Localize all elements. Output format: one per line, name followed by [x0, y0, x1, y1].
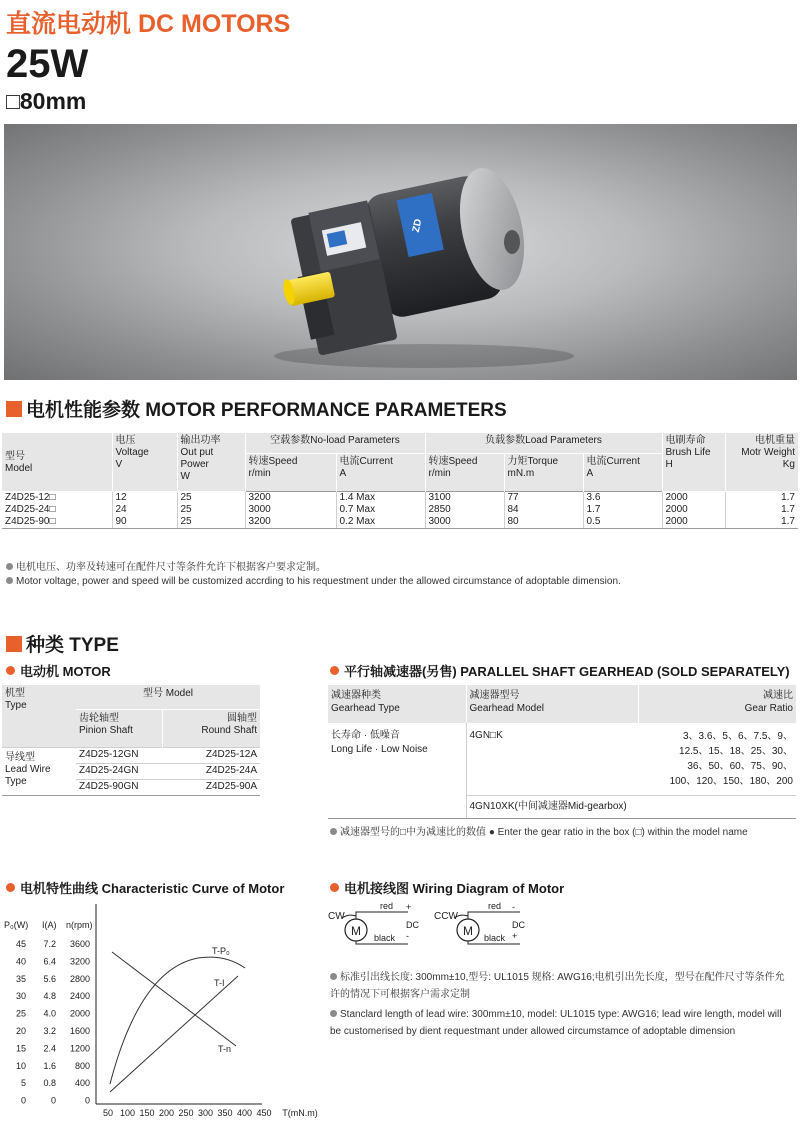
table-row: [2, 504, 798, 516]
col-model: 型号 Model: [76, 685, 260, 709]
tick-label-speed: 3600: [69, 939, 90, 949]
nameplate-brand: ZD: [410, 217, 425, 234]
tick-label-speed: 2400: [69, 991, 90, 1002]
col-brush-life: 电刷寿命 Brush Life H: [662, 433, 725, 491]
tick-label-power: 35: [15, 973, 26, 984]
tick-label-speed: 1200: [69, 1043, 90, 1054]
cell-model: Z4D25-24□: [5, 503, 56, 515]
cell-nl-speed: 3200: [245, 491, 336, 504]
col-no-load: 空载参数No-load Parameters: [245, 433, 425, 453]
cell-l-torque: 80: [504, 516, 583, 529]
x-tick-label: 50: [102, 1108, 114, 1118]
gearhead-note: [330, 823, 748, 838]
cell-gear-ratio: 3、3.6、5、6、7.5、9、 12.5、15、18、25、30、 36、50、60、75、90、 100、120、150、180、200: [669, 731, 793, 787]
frame-size: □80mm: [6, 88, 87, 114]
cell-gearhead-type: 长寿命 · 低噪音 Long Life · Low Noise: [328, 723, 466, 819]
gearhead-table: [328, 685, 796, 819]
x-tick-label: 350: [217, 1108, 233, 1118]
cell-model: Z4D25-90□: [2, 516, 112, 529]
col-l-torque: 力矩Torque mN.m: [504, 453, 583, 491]
col-nl-current: 电流Current A: [336, 453, 425, 491]
col-weight: 电机重量 Motr Weight Kg: [725, 433, 798, 491]
performance-heading: [6, 395, 507, 422]
note-text: 减速器型号的□中为减速比的数值 ● Enter the gear ratio in the box (□) within the model name: [340, 827, 748, 838]
tick-label-power: 10: [15, 1060, 26, 1071]
table-row: [328, 723, 796, 796]
wiring-subheading-text: 电机接线图 Wiring Diagram of Motor: [344, 881, 565, 896]
x-tick-label: 300: [197, 1108, 214, 1118]
col-l-current: 电流Current A: [583, 453, 662, 491]
tick-label-power: 20: [15, 1026, 26, 1036]
series-label-speed: T-n: [218, 1044, 232, 1054]
note-text: 标准引出线长度: 300mm±10,型号: UL1015 规格: AWG16;电机引出先长度，型号在配件尺寸等条件允许的情况下可根据客户需求定制: [330, 972, 785, 1000]
cw-motor-symbol: M: [351, 924, 361, 938]
power-rating: 25W: [6, 42, 89, 86]
wiring-diagram: [328, 898, 558, 954]
ccw-red-label: red: [488, 901, 502, 911]
cell-l-speed: 3000: [425, 516, 504, 529]
x-tick-label: 100: [119, 1108, 136, 1118]
tick-label-speed: 2000: [69, 1008, 90, 1019]
motor-table-wrap: [2, 685, 260, 796]
cell-output: 25: [177, 516, 245, 529]
cell-gearhead-model: 4GN□K: [466, 723, 638, 796]
cw-black-label: black: [374, 933, 396, 943]
col-gear-ratio: 减速比 Gear Ratio: [638, 685, 796, 723]
x-tick-label: 450: [256, 1108, 272, 1118]
cell-pinion: Z4D25-24GN: [76, 763, 162, 779]
gearhead-table-wrap: [328, 685, 796, 819]
cell-nl-speed: 3000: [245, 504, 336, 516]
cell-mid-gearbox: 4GN10XK(中间减速器Mid-gearbox): [466, 796, 796, 819]
axis-head: P₀(W): [4, 920, 29, 930]
tick-label-current: 2.4: [43, 1043, 56, 1054]
performance-table: [2, 433, 798, 529]
col-output: 输出功率 Out put Power W: [177, 433, 245, 491]
cw-dc-label: DC: [406, 920, 419, 930]
cell-l-speed: 2850: [425, 504, 504, 516]
tick-label-current: 0.8: [43, 1078, 56, 1089]
cell-l-speed: 3100: [425, 491, 504, 504]
x-tick-label: 400: [236, 1108, 253, 1118]
ccw-black-label: black: [484, 933, 506, 943]
series-label-power: T-P₀: [212, 946, 230, 956]
cell-brush-life: 2000: [662, 491, 725, 504]
bullet-icon: [330, 666, 339, 675]
note-text: 电机电压、功率及转速可在配件尺寸等条件允许下根据客户要求定制。: [16, 562, 326, 573]
table-row: [2, 516, 798, 529]
wiring-note-en: [330, 1006, 790, 1040]
cell-round: Z4D25-24A: [162, 763, 260, 779]
tick-label-speed: 400: [74, 1078, 90, 1089]
col-load: 负载参数Load Parameters: [425, 433, 662, 453]
tick-label-current: 4.8: [43, 991, 56, 1002]
col-pinion: 齿轮轴型 Pinion Shaft: [76, 709, 162, 747]
characteristic-curve-chart: [0, 894, 320, 1124]
cell-l-current: 1.7: [583, 504, 662, 516]
table-row: [2, 747, 260, 763]
ccw-dc-label: DC: [512, 920, 525, 930]
col-round: 圆轴型 Round Shaft: [162, 709, 260, 747]
tick-label-speed: 1600: [69, 1026, 90, 1036]
cell-l-torque: 84: [504, 504, 583, 516]
col-type: 机型 Type: [2, 685, 76, 747]
cw-bottom-sign: -: [406, 931, 409, 941]
dc-motor-illustration: [4, 124, 797, 380]
bullet-icon: [6, 666, 15, 675]
cw-label: CW: [328, 911, 345, 922]
tick-label-power: 0: [20, 1095, 26, 1106]
performance-note-cn: [6, 558, 326, 573]
cell-brush-life: 2000: [662, 516, 725, 529]
col-nl-speed: 转速Speed r/min: [245, 453, 336, 491]
tick-label-speed: 3200: [69, 956, 90, 967]
cell-weight: 1.7: [725, 491, 798, 504]
cell-pinion: Z4D25-90GN: [76, 779, 162, 795]
cell-pinion: Z4D25-12GN: [76, 747, 162, 763]
section-marker-icon: [6, 401, 22, 417]
series-current-line: [110, 976, 238, 1092]
note-text: Motor voltage, power and speed will be customized accrding to his requestment under the allowed circumstance of adoptable dimension.: [16, 576, 621, 587]
cell-round: Z4D25-90A: [162, 779, 260, 795]
bullet-icon: [330, 1010, 337, 1017]
gearhead-subheading: [330, 661, 790, 680]
performance-table-wrap: [2, 433, 798, 529]
motor-table: [2, 685, 260, 796]
tick-label-power: 45: [15, 939, 26, 949]
cell-l-current: 3.6: [583, 491, 662, 504]
tick-label-current: 3.2: [43, 1026, 56, 1036]
wiring-subheading: [330, 878, 564, 897]
tick-label-power: 30: [15, 991, 26, 1002]
series-label-current: T-I: [214, 978, 225, 988]
col-gearhead-model: 减速器型号 Gearhead Model: [466, 685, 638, 723]
x-tick-label: 200: [158, 1108, 175, 1118]
x-tick-label: 150: [139, 1108, 155, 1118]
motor-subheading-text: 电动机 MOTOR: [20, 664, 111, 679]
cell-l-current: 0.5: [583, 516, 662, 529]
wiring-note-cn: [330, 969, 788, 1003]
tick-label-current: 0: [50, 1095, 56, 1106]
bullet-icon: [330, 828, 337, 835]
tick-label-power: 5: [20, 1078, 26, 1089]
series-speed-line: [112, 952, 236, 1046]
note-text: Stanclard length of lead wire: 300mm±10, model: UL1015 type: AWG16; lead wire length, model will be customerised by dient requestmant under allowed circumstamce of adoptable dimension: [330, 1009, 782, 1037]
tick-label-power: 15: [15, 1043, 26, 1054]
cell-weight: 1.7: [725, 516, 798, 529]
tick-label-power: 25: [15, 1008, 26, 1019]
gearhead-subheading-text: 平行轴减速器(另售) PARALLEL SHAFT GEARHEAD (SOLD SEPARATELY): [344, 664, 790, 679]
cell-output: 25: [177, 491, 245, 504]
table-row: [2, 491, 798, 504]
ccw-top-sign: -: [512, 902, 515, 912]
cell-round: Z4D25-12A: [162, 747, 260, 763]
motor-subheading: [6, 661, 111, 680]
cell-model: Z4D25-12□: [2, 491, 112, 504]
tick-label-speed: 800: [74, 1060, 90, 1071]
x-axis-unit: T(mN.m): [282, 1108, 318, 1118]
cell-row-label: 导线型 Lead Wire Type: [2, 747, 76, 795]
product-photo: [4, 124, 797, 380]
ccw-motor-symbol: M: [463, 924, 473, 938]
cell-brush-life: 2000: [662, 504, 725, 516]
cell-nl-current: 1.4 Max: [336, 491, 425, 504]
axis-head: I(A): [42, 920, 57, 930]
cell-output: 25: [177, 504, 245, 516]
col-gearhead-type: 减速器种类 Gearhead Type: [328, 685, 466, 723]
performance-heading-text: 电机性能参数 MOTOR PERFORMANCE PARAMETERS: [26, 400, 507, 421]
axis-head: n(rpm): [66, 920, 93, 930]
series-power-line: [110, 957, 245, 1084]
ccw-bottom-sign: +: [512, 931, 518, 941]
bullet-icon: [330, 883, 339, 892]
cell-weight: 1.7: [725, 504, 798, 516]
tick-label-current: 4.0: [43, 1008, 56, 1019]
tick-label-current: 7.2: [43, 939, 56, 949]
type-heading-text: 种类 TYPE: [26, 635, 119, 656]
cw-top-sign: +: [406, 902, 412, 912]
section-marker-icon: [6, 636, 22, 652]
performance-note-en: [6, 576, 621, 587]
tick-label-speed: 2800: [69, 973, 90, 984]
tick-label-current: 1.6: [43, 1060, 56, 1071]
curve-subheading-text: 电机特性曲线 Characteristic Curve of Motor: [20, 881, 285, 896]
cw-red-label: red: [380, 901, 394, 911]
cell-voltage: 12: [112, 491, 177, 504]
col-voltage: 电压 Voltage V: [112, 433, 177, 491]
cell-nl-current: 0.2 Max: [336, 516, 425, 529]
bullet-icon: [330, 973, 337, 980]
cell-nl-speed: 3200: [245, 516, 336, 529]
page-title: 直流电动机 DC MOTORS: [6, 10, 291, 38]
ccw-label: CCW: [434, 911, 458, 922]
cell-voltage: 90: [112, 516, 177, 529]
col-l-speed: 转速Speed r/min: [425, 453, 504, 491]
type-heading: [6, 630, 119, 657]
tick-label-current: 5.6: [43, 973, 56, 984]
bullet-icon: [6, 563, 13, 570]
tick-label-current: 6.4: [43, 956, 56, 967]
bullet-icon: [6, 577, 13, 584]
col-model: 型号 Model: [2, 433, 112, 491]
cell-voltage: 24: [112, 504, 177, 516]
x-tick-label: 250: [178, 1108, 194, 1118]
cell-l-torque: 77: [504, 491, 583, 504]
tick-label-speed: 0: [84, 1095, 90, 1106]
tick-label-power: 40: [15, 956, 26, 967]
cell-nl-current: 0.7 Max: [336, 504, 425, 516]
bullet-icon: [6, 883, 15, 892]
